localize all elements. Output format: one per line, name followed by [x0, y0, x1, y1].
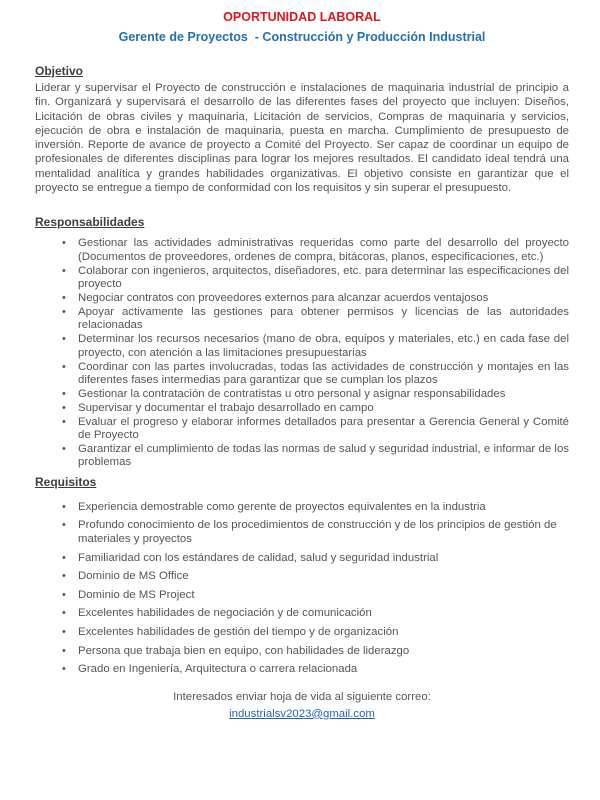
responsabilidad-item: • Gestionar las actividades administrativas requeridas como parte del desarrollo del proyecto (Documentos de proveedores, ordenes de compra, bitácoras, planos, especificaciones, etc.) — [78, 237, 569, 264]
document-header — [35, 9, 569, 45]
responsabilidad-item: • Garantizar el cumplimiento de todas las normas de salud y seguridad industrial, e informar de los problemas — [78, 443, 569, 470]
footer-text: Interesados enviar hoja de vida al siguiente correo: — [173, 690, 431, 703]
responsabilidades-list — [35, 237, 569, 469]
footer — [35, 689, 569, 723]
responsabilidad-item: • Coordinar con las partes involucradas, todas las actividades de construcción y montajes en las diferentes fases intermedias para garantizar que se cumplan los plazos — [78, 361, 569, 388]
document-title: OPORTUNIDAD LABORAL — [223, 10, 381, 24]
responsabilidad-item: • Gestionar la contratación de contratistas u otro personal y asignar responsabilidades — [78, 388, 569, 401]
requisito-item: • Grado en Ingeniería, Arquitectura o carrera relacionada — [78, 663, 569, 677]
email-link[interactable]: industrialsv2023@gmail.com — [229, 707, 375, 720]
responsabilidad-item: • Apoyar activamente las gestiones para obtener permisos y licencias de las autoridades relacionadas — [78, 306, 569, 333]
requisito-item: • Dominio de MS Project — [78, 589, 569, 603]
requisito-item: • Excelentes habilidades de gestión del tiempo y de organización — [78, 626, 569, 640]
section-objetivo — [35, 63, 569, 195]
objetivo-paragraph: Liderar y supervisar el Proyecto de construcción e instalaciones de maquinaria industrial de principio a fin. Organizará y supervisará el desarrollo de las diferentes fases del proyecto que incluyen: Diseños, Licitación de obras civiles y maquinaria, Licitación de servicios, Compras de maquinaria y servicios, ejecución de obra e instalación de maquinaria, puesta en marcha. Cumplimiento de presupuesto de inversión. Reporte de avance de proyecto a Comité del Proyecto. Ser capaz de coordinar un equipo de profesionales de diferentes disciplinas para lograr los mejores resultados. El candidato ideal tendrá una mentalidad analítica y grandes habilidades organizativas. El objetivo consiste en garantizar que el proyecto se entregue a tiempo de conformidad con los requisitos y sin superar el presupuesto. — [35, 82, 569, 195]
section-requisitos — [35, 474, 569, 677]
objetivo-heading: Objetivo — [35, 64, 84, 78]
requisito-item: • Profundo conocimiento de los procedimientos de construcción y de los principios de gestión de materiales y proyectos — [78, 519, 569, 546]
responsabilidad-item: • Negociar contratos con proveedores externos para alcanzar acuerdos ventajosos — [78, 292, 569, 305]
responsabilidad-item: • Supervisar y documentar el trabajo desarrollado en campo — [78, 402, 569, 415]
requisito-item: • Dominio de MS Office — [78, 570, 569, 584]
requisito-item: • Persona que trabaja bien en equipo, con habilidades de liderazgo — [78, 645, 569, 659]
document-subtitle: Gerente de Proyectos - Construcción y Producción Industrial — [118, 30, 486, 44]
requisito-item: • Excelentes habilidades de negociación y de comunicación — [78, 607, 569, 621]
requisitos-heading: Requisitos — [35, 474, 97, 489]
requisitos-list — [35, 501, 569, 677]
responsabilidad-item: • Evaluar el progreso y elaborar informes detallados para presentar a Gerencia General y Comité de Proyecto — [78, 416, 569, 443]
requisito-item: • Experiencia demostrable como gerente de proyectos equivalentes en la industria — [78, 501, 569, 515]
section-responsabilidades — [35, 214, 569, 469]
responsabilidades-heading: Responsabilidades — [35, 215, 145, 230]
responsabilidad-item: • Determinar los recursos necesarios (mano de obra, equipos y materiales, etc.) en cada fase del proyecto, con atención a las limitaciones presupuestarias — [78, 333, 569, 360]
requisito-item: • Familiaridad con los estándares de calidad, salud y seguridad industrial — [78, 552, 569, 566]
responsabilidad-item: • Colaborar con ingenieros, arquitectos, diseñadores, etc. para determinar las especificaciones del proyecto — [78, 265, 569, 292]
